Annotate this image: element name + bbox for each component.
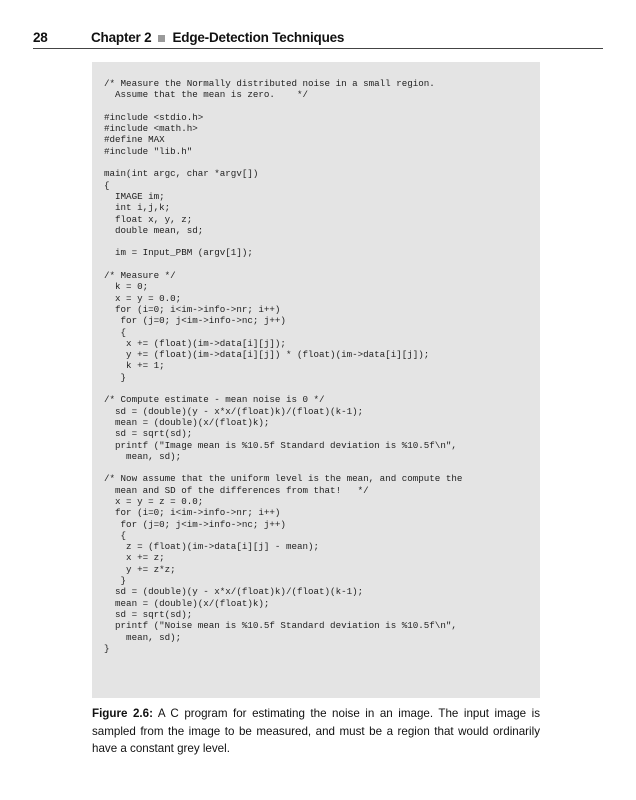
code-line: /* Compute estimate - mean noise is 0 */	[104, 394, 325, 406]
code-line: im = Input_PBM (argv[1]);	[104, 247, 253, 259]
code-line: printf ("Noise mean is %10.5f Standard deviation is %10.5f\n",	[104, 620, 457, 632]
code-line: for (j=0; j<im->info->nc; j++)	[104, 315, 286, 327]
page-number: 28	[33, 30, 48, 45]
code-line: y += z*z;	[104, 563, 176, 575]
code-line: }	[104, 371, 127, 383]
code-line: {	[104, 179, 110, 191]
code-line: #define MAX	[104, 134, 165, 146]
code-line: int i,j,k;	[104, 202, 171, 214]
figure-caption	[92, 705, 540, 758]
code-line: }	[104, 642, 110, 654]
code-line: mean, sd);	[104, 631, 182, 643]
code-line: x += z;	[104, 552, 165, 564]
code-line: }	[104, 575, 127, 587]
code-line: #include <math.h>	[104, 123, 198, 135]
code-line: sd = sqrt(sd);	[104, 608, 193, 620]
code-line: {	[104, 326, 127, 338]
code-line: sd = sqrt(sd);	[104, 428, 193, 440]
code-line: k = 0;	[104, 281, 149, 293]
code-line: /* Measure the Normally distributed noise in a small region.	[104, 78, 435, 89]
code-line: z = (float)(im->data[i][j] - mean);	[104, 541, 320, 553]
code-line: double mean, sd;	[104, 224, 204, 236]
code-line: IMAGE im;	[104, 190, 165, 202]
header-rule	[33, 48, 603, 49]
code-line: for (i=0; i<im->info->nr; i++)	[104, 303, 281, 315]
code-line: /* Now assume that the uniform level is the mean, and compute the	[104, 473, 463, 485]
header-separator-square	[158, 35, 165, 42]
code-line: mean and SD of the differences from that! */	[104, 484, 369, 496]
code-line: printf ("Image mean is %10.5f Standard deviation is %10.5f\n",	[104, 439, 457, 451]
code-line: main(int argc, char *argv[])	[104, 168, 259, 180]
code-line: k += 1;	[104, 360, 165, 372]
code-line: #include "lib.h"	[104, 145, 193, 157]
code-line: sd = (double)(y - x*x/(float)k)/(float)(k-1);	[104, 405, 364, 417]
code-line: Assume that the mean is zero. */	[104, 89, 308, 101]
caption-text: A C program for estimating the noise in an image. The input image is sampled from the image to be measured, and must be a region that would ordinarily have a constant grey level.	[92, 707, 540, 755]
code-line: x = y = z = 0.0;	[104, 495, 204, 507]
code-line: #include <stdio.h>	[104, 111, 204, 123]
code-line: mean = (double)(x/(float)k);	[104, 416, 270, 428]
code-line: mean, sd);	[104, 450, 182, 462]
code-line: /* Measure */	[104, 270, 176, 282]
chapter-title: Edge-Detection Techniques	[172, 30, 345, 45]
code-line: mean = (double)(x/(float)k);	[104, 597, 270, 609]
code-line: x = y = 0.0;	[104, 292, 182, 304]
code-line: {	[104, 529, 127, 541]
chapter-label: Chapter 2	[91, 30, 152, 45]
code-line: x += (float)(im->data[i][j]);	[104, 337, 286, 349]
code-listing-box	[92, 62, 540, 698]
code-line: for (i=0; i<im->info->nr; i++)	[104, 507, 281, 519]
code-listing	[104, 78, 540, 654]
code-line: sd = (double)(y - x*x/(float)k)/(float)(k-1);	[104, 586, 364, 598]
code-line: for (j=0; j<im->info->nc; j++)	[104, 518, 286, 530]
code-line: y += (float)(im->data[i][j]) * (float)(im->data[i][j]);	[104, 349, 430, 361]
caption-label: Figure 2.6:	[92, 707, 153, 720]
code-line: float x, y, z;	[104, 213, 193, 225]
